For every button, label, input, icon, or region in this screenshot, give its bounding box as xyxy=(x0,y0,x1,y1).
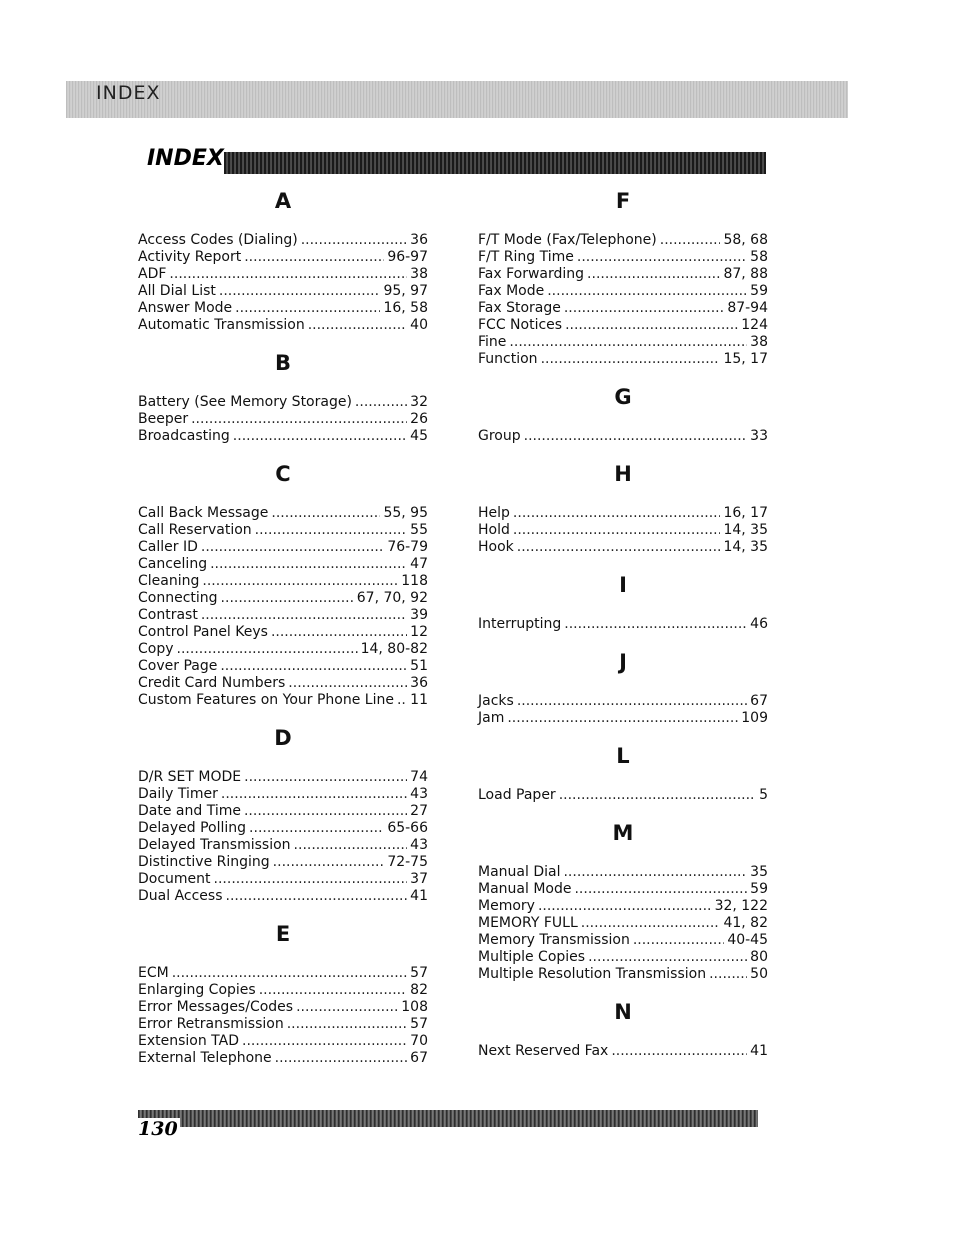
dot-leader xyxy=(577,249,747,266)
index-pages: 46 xyxy=(750,616,768,632)
index-entry xyxy=(138,232,428,249)
section-letter-f: F xyxy=(615,189,631,213)
dot-leader xyxy=(587,266,720,283)
index-term: Cleaning xyxy=(138,573,200,589)
index-entry xyxy=(138,820,428,837)
index-term: Broadcasting xyxy=(138,428,230,444)
dot-leader xyxy=(273,854,385,871)
index-term: Extension TAD xyxy=(138,1033,240,1049)
dot-leader xyxy=(271,624,407,641)
dot-leader xyxy=(275,1050,408,1067)
index-term: Call Back Message xyxy=(138,505,269,521)
index-entry xyxy=(478,1043,768,1060)
index-pages: 95, 97 xyxy=(383,283,428,299)
index-pages: 57 xyxy=(410,1016,428,1032)
index-term: Canceling xyxy=(138,556,208,572)
index-pages: 14, 80-82 xyxy=(360,641,428,657)
index-term: Jam xyxy=(478,710,505,726)
index-term: Memory Transmission xyxy=(478,932,630,948)
page-title: INDEX xyxy=(147,146,224,171)
index-entry xyxy=(478,710,768,727)
index-entry xyxy=(478,300,768,317)
index-pages: 67 xyxy=(750,693,768,709)
index-term: Caller ID xyxy=(138,539,198,555)
index-entry xyxy=(478,505,768,522)
dot-leader xyxy=(249,820,384,837)
index-term: Hold xyxy=(478,522,510,538)
index-term: ADF xyxy=(138,266,167,282)
index-entry xyxy=(478,693,768,710)
index-pages: 16, 17 xyxy=(723,505,768,521)
index-pages: 12 xyxy=(410,624,428,640)
index-entry xyxy=(478,283,768,300)
index-entry xyxy=(138,641,428,658)
index-pages: 39 xyxy=(410,607,428,623)
section-letter-e: E xyxy=(275,922,291,946)
index-pages: 76-79 xyxy=(387,539,428,555)
dot-leader xyxy=(559,787,756,804)
index-entry xyxy=(138,1033,428,1050)
index-pages: 14, 35 xyxy=(723,522,768,538)
index-term: Next Reserved Fax xyxy=(478,1043,609,1059)
dot-leader xyxy=(547,283,747,300)
index-pages: 58, 68 xyxy=(723,232,768,248)
index-entry xyxy=(138,837,428,854)
index-term: Help xyxy=(478,505,510,521)
index-entry xyxy=(478,428,768,445)
index-term: All Dial List xyxy=(138,283,216,299)
index-pages: 51 xyxy=(410,658,428,674)
index-term: Error Messages/Codes xyxy=(138,999,294,1015)
index-term: ECM xyxy=(138,965,169,981)
index-entry xyxy=(138,786,428,803)
dot-leader xyxy=(210,556,407,573)
index-term: Dual Access xyxy=(138,888,223,904)
index-term: Daily Timer xyxy=(138,786,218,802)
index-term: Load Paper xyxy=(478,787,556,803)
dot-leader xyxy=(172,965,407,982)
index-term: Answer Mode xyxy=(138,300,233,316)
dot-leader xyxy=(564,616,747,633)
dot-leader xyxy=(191,411,407,428)
index-entry xyxy=(478,898,768,915)
dot-leader xyxy=(565,317,738,334)
index-pages: 57 xyxy=(410,965,428,981)
index-term: Delayed Transmission xyxy=(138,837,291,853)
title-rule xyxy=(224,152,766,174)
index-term: Credit Card Numbers xyxy=(138,675,286,691)
index-term: Fine xyxy=(478,334,507,350)
dot-leader xyxy=(574,881,747,898)
index-term: F/T Ring Time xyxy=(478,249,574,265)
index-pages: 45 xyxy=(410,428,428,444)
index-term: External Telephone xyxy=(138,1050,272,1066)
index-pages: 96-97 xyxy=(387,249,428,265)
index-entry xyxy=(478,787,768,804)
index-entry xyxy=(138,658,428,675)
index-term: Error Retransmission xyxy=(138,1016,284,1032)
index-pages: 82 xyxy=(410,982,428,998)
index-term: Manual Mode xyxy=(478,881,572,897)
index-term: MEMORY FULL xyxy=(478,915,578,931)
index-entry xyxy=(138,888,428,905)
index-entry xyxy=(138,283,428,300)
index-pages: 38 xyxy=(750,334,768,350)
dot-leader xyxy=(226,888,408,905)
dot-leader xyxy=(355,394,407,411)
dot-leader xyxy=(308,317,407,334)
index-entry xyxy=(138,982,428,999)
index-pages: 14, 35 xyxy=(723,539,768,555)
index-pages: 40-45 xyxy=(727,932,768,948)
index-entry xyxy=(138,1016,428,1033)
index-term: Document xyxy=(138,871,211,887)
dot-leader xyxy=(517,539,721,556)
dot-leader xyxy=(221,590,354,607)
index-term: D/R SET MODE xyxy=(138,769,242,785)
index-term: Cover Page xyxy=(138,658,218,674)
index-pages: 15, 17 xyxy=(723,351,768,367)
index-pages: 26 xyxy=(410,411,428,427)
dot-leader xyxy=(235,300,380,317)
index-pages: 74 xyxy=(410,769,428,785)
section-letter-n: N xyxy=(614,1000,632,1024)
index-entry xyxy=(138,871,428,888)
index-pages: 32, 122 xyxy=(714,898,768,914)
section-letter-h: H xyxy=(614,462,632,486)
dot-leader xyxy=(244,769,407,786)
index-column-left xyxy=(138,186,428,1067)
dot-leader xyxy=(177,641,358,658)
index-entry xyxy=(478,864,768,881)
index-term: Fax Mode xyxy=(478,283,545,299)
index-pages: 43 xyxy=(410,786,428,802)
dot-leader xyxy=(169,266,407,283)
index-entry xyxy=(138,999,428,1016)
index-entry xyxy=(478,232,768,249)
page-number: 130 xyxy=(138,1118,178,1140)
index-pages: 55 xyxy=(410,522,428,538)
index-pages: 47 xyxy=(410,556,428,572)
index-pages: 43 xyxy=(410,837,428,853)
dot-leader xyxy=(271,505,380,522)
index-entry xyxy=(138,522,428,539)
index-entry xyxy=(138,428,428,445)
index-entry xyxy=(478,539,768,556)
index-pages: 67 xyxy=(410,1050,428,1066)
index-entry xyxy=(138,803,428,820)
index-term: Control Panel Keys xyxy=(138,624,268,640)
index-entry xyxy=(478,932,768,949)
dot-leader xyxy=(219,283,381,300)
dot-leader xyxy=(541,351,721,368)
index-entry xyxy=(478,334,768,351)
index-entry xyxy=(138,1050,428,1067)
index-term: Fax Storage xyxy=(478,300,561,316)
index-term: Beeper xyxy=(138,411,189,427)
index-term: Interrupting xyxy=(478,616,562,632)
dot-leader xyxy=(288,675,407,692)
index-term: Activity Report xyxy=(138,249,242,265)
index-entry xyxy=(138,769,428,786)
index-pages: 40 xyxy=(410,317,428,333)
index-term: Enlarging Copies xyxy=(138,982,256,998)
dot-leader xyxy=(538,898,712,915)
index-entry xyxy=(138,692,428,709)
dot-leader xyxy=(301,232,407,249)
dot-leader xyxy=(214,871,408,888)
index-pages: 35 xyxy=(750,864,768,880)
index-entry xyxy=(138,505,428,522)
index-entry xyxy=(138,556,428,573)
section-letter-m: M xyxy=(612,821,634,845)
index-term: FCC Notices xyxy=(478,317,563,333)
index-term: Copy xyxy=(138,641,174,657)
index-pages: 36 xyxy=(410,232,428,248)
dot-leader xyxy=(220,658,407,675)
index-pages: 58 xyxy=(750,249,768,265)
index-pages: 87, 88 xyxy=(723,266,768,282)
index-pages: 108 xyxy=(401,999,428,1015)
running-header-title: INDEX xyxy=(96,82,161,104)
dot-leader xyxy=(611,1043,747,1060)
dot-leader xyxy=(397,692,407,709)
index-entry xyxy=(138,266,428,283)
index-entry xyxy=(138,539,428,556)
index-entry xyxy=(478,266,768,283)
index-pages: 55, 95 xyxy=(383,505,428,521)
dot-leader xyxy=(244,803,407,820)
index-term: Jacks xyxy=(478,693,514,709)
index-entry xyxy=(138,624,428,641)
dot-leader xyxy=(259,982,407,999)
index-term: Group xyxy=(478,428,521,444)
index-entry xyxy=(138,411,428,428)
dot-leader xyxy=(513,522,721,539)
index-pages: 65-66 xyxy=(387,820,428,836)
index-pages: 5 xyxy=(759,787,768,803)
index-entry xyxy=(478,351,768,368)
index-term: Multiple Resolution Transmission xyxy=(478,966,707,982)
index-entry xyxy=(138,573,428,590)
index-entry xyxy=(138,607,428,624)
index-pages: 41 xyxy=(750,1043,768,1059)
dot-leader xyxy=(564,300,724,317)
dot-leader xyxy=(244,249,384,266)
index-pages: 87-94 xyxy=(727,300,768,316)
dot-leader xyxy=(221,786,407,803)
index-entry xyxy=(478,915,768,932)
dot-leader xyxy=(563,864,747,881)
index-term: Manual Dial xyxy=(478,864,561,880)
dot-leader xyxy=(233,428,407,445)
index-term: Function xyxy=(478,351,538,367)
dot-leader xyxy=(581,915,721,932)
index-pages: 72-75 xyxy=(387,854,428,870)
index-term: Multiple Copies xyxy=(478,949,586,965)
dot-leader xyxy=(513,505,721,522)
footer-rule xyxy=(138,1110,758,1127)
index-entry xyxy=(478,949,768,966)
dot-leader xyxy=(287,1016,407,1033)
section-letter-j: J xyxy=(619,650,627,674)
index-pages: 50 xyxy=(750,966,768,982)
index-term: Delayed Polling xyxy=(138,820,247,836)
index-term: Connecting xyxy=(138,590,218,606)
index-pages: 38 xyxy=(410,266,428,282)
dot-leader xyxy=(242,1033,407,1050)
dot-leader xyxy=(201,607,407,624)
section-letter-c: C xyxy=(275,462,291,486)
dot-leader xyxy=(660,232,721,249)
index-term: Access Codes (Dialing) xyxy=(138,232,298,248)
index-pages: 41, 82 xyxy=(723,915,768,931)
index-entry xyxy=(138,300,428,317)
section-letter-i: I xyxy=(619,573,627,597)
dot-leader xyxy=(633,932,724,949)
index-term: Custom Features on Your Phone Line xyxy=(138,692,394,708)
index-pages: 27 xyxy=(410,803,428,819)
dot-leader xyxy=(588,949,747,966)
index-pages: 41 xyxy=(410,888,428,904)
index-entry xyxy=(478,317,768,334)
section-letter-a: A xyxy=(274,189,292,213)
index-term: Battery (See Memory Storage) xyxy=(138,394,352,410)
index-pages: 59 xyxy=(750,881,768,897)
index-term: Call Reservation xyxy=(138,522,252,538)
index-pages: 16, 58 xyxy=(383,300,428,316)
index-entry xyxy=(478,249,768,266)
index-entry xyxy=(138,965,428,982)
index-pages: 118 xyxy=(401,573,428,589)
index-entry xyxy=(478,616,768,633)
index-pages: 124 xyxy=(741,317,768,333)
index-pages: 37 xyxy=(410,871,428,887)
section-letter-l: L xyxy=(616,744,630,768)
section-letter-g: G xyxy=(614,385,632,409)
dot-leader xyxy=(507,710,738,727)
index-term: F/T Mode (Fax/Telephone) xyxy=(478,232,657,248)
index-term: Memory xyxy=(478,898,535,914)
section-letter-b: B xyxy=(274,351,291,375)
index-entry xyxy=(478,522,768,539)
index-pages: 109 xyxy=(741,710,768,726)
dot-leader xyxy=(294,837,408,854)
dot-leader xyxy=(509,334,747,351)
index-entry xyxy=(138,249,428,266)
dot-leader xyxy=(202,573,398,590)
dot-leader xyxy=(709,966,747,983)
dot-leader xyxy=(201,539,384,556)
index-pages: 80 xyxy=(750,949,768,965)
index-pages: 32 xyxy=(410,394,428,410)
index-pages: 67, 70, 92 xyxy=(356,590,428,606)
index-column-right xyxy=(478,186,768,1060)
dot-leader xyxy=(524,428,748,445)
dot-leader xyxy=(296,999,398,1016)
index-term: Fax Forwarding xyxy=(478,266,585,282)
index-entry xyxy=(478,881,768,898)
index-entry xyxy=(138,854,428,871)
index-term: Date and Time xyxy=(138,803,241,819)
index-term: Distinctive Ringing xyxy=(138,854,270,870)
index-entry xyxy=(138,317,428,334)
index-pages: 36 xyxy=(410,675,428,691)
dot-leader xyxy=(255,522,408,539)
index-pages: 33 xyxy=(750,428,768,444)
dot-leader xyxy=(517,693,747,710)
index-term: Hook xyxy=(478,539,514,555)
section-letter-d: D xyxy=(274,726,292,750)
index-entry xyxy=(138,590,428,607)
index-pages: 59 xyxy=(750,283,768,299)
index-entry xyxy=(478,966,768,983)
running-header-band xyxy=(66,81,848,118)
index-pages: 70 xyxy=(410,1033,428,1049)
index-term: Contrast xyxy=(138,607,198,623)
index-entry xyxy=(138,394,428,411)
index-entry xyxy=(138,675,428,692)
index-pages: 11 xyxy=(410,692,428,708)
index-term: Automatic Transmission xyxy=(138,317,305,333)
